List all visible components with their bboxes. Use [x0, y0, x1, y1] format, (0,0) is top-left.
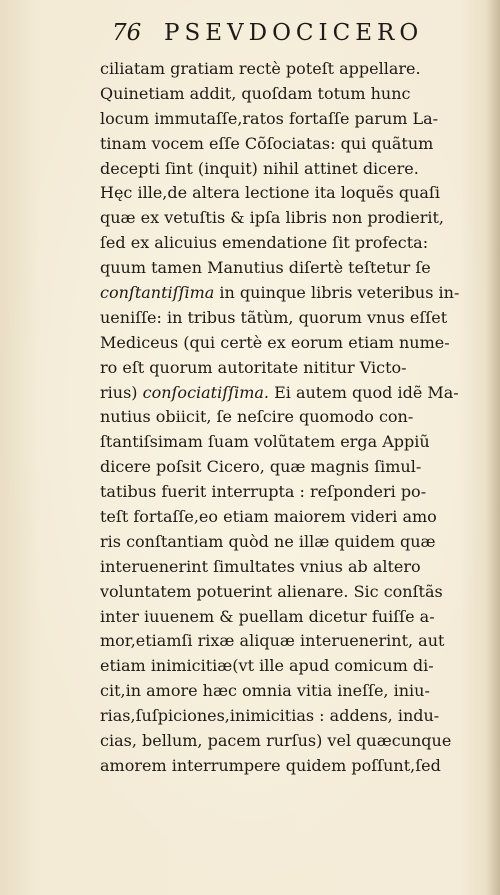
text-line — [100, 629, 500, 654]
line-text: dicere poſsit Cicero, quæ magnis ſimul- — [100, 457, 422, 477]
text-line — [100, 530, 500, 555]
line-text: ro eſt quorum autoritate nititur Victo- — [100, 357, 407, 377]
line-text: in quinque libris veteribus in- — [214, 283, 460, 303]
line-text: ciliatam gratiam rectè poteſt appellare. — [100, 59, 421, 78]
text-line — [100, 430, 500, 455]
text-line — [100, 754, 500, 779]
line-text: cias, bellum, pacem rurſus) vel quæcunque — [100, 731, 452, 751]
text-line — [100, 405, 500, 430]
line-text: inter iuuenem & puellam dicetur fuiſſe a- — [100, 606, 435, 626]
line-text: Mediceus (qui certè ex eorum etiam nume- — [100, 332, 450, 352]
line-text: ueniſſe: in tribus tãtùm, quorum vnus eſſet — [100, 307, 448, 327]
line-text: tatibus fuerit interrupta : reſponderi po- — [100, 482, 427, 502]
line-text: Ei autem quod idẽ Ma- — [268, 382, 459, 402]
text-line — [100, 381, 500, 406]
text-line — [100, 356, 500, 381]
text-line — [100, 281, 500, 306]
line-text: mor,etiamſi rixæ aliquæ interuenerint, aut — [100, 631, 445, 651]
body-text — [100, 57, 500, 779]
text-line — [100, 505, 500, 530]
italic-text: conſtantiſſima — [100, 283, 215, 303]
line-text: ris conſtantiam quòd ne illæ quidem quæ — [100, 531, 436, 551]
line-text: rias,ſuſpiciones,inimicitias : addens, indu- — [100, 706, 440, 726]
text-line — [100, 256, 500, 281]
line-text: cit,in amore hæc omnia vitia ineſſe, iniu- — [100, 681, 430, 701]
text-line — [100, 306, 500, 331]
text-line — [100, 679, 500, 704]
line-text: quum tamen Manutius diſertè teſtetur ſe — [100, 258, 431, 278]
text-line — [100, 82, 500, 107]
line-text: tinam vocem eſſe Cõſociatas: qui quãtum — [100, 133, 434, 153]
text-line — [100, 181, 500, 206]
text-line — [100, 231, 500, 256]
text-line — [100, 455, 500, 480]
text-line — [100, 132, 500, 157]
page-header — [112, 20, 462, 54]
line-text: decepti ſint (inquit) nihil attinet dicere. — [100, 158, 419, 178]
text-line — [100, 480, 500, 505]
text-line — [100, 704, 500, 729]
line-text: locum immutaſſe,ratos fortaſſe parum La- — [100, 108, 439, 128]
line-text: Quinetiam addit, quoſdam totum hunc — [100, 83, 411, 103]
text-line — [100, 580, 500, 605]
line-text: ſed ex alicuius emendatione ſit profecta: — [100, 233, 429, 253]
line-text: rius) — [100, 382, 143, 402]
italic-text: conſociatiſſima. — [142, 382, 269, 402]
running-head: PSEVDOCICERO — [164, 20, 424, 46]
text-line — [100, 206, 500, 231]
line-text: amorem interrumpere quidem poſſunt,ſed — [100, 755, 441, 775]
line-text: voluntatem potuerint alienare. Sic conſtãs — [100, 581, 443, 601]
text-line — [100, 57, 500, 82]
line-text: Hęc ille,de altera lectione ita loquẽs quaſi — [100, 183, 440, 203]
text-line — [100, 729, 500, 754]
text-line — [100, 107, 500, 132]
page-number: 76 — [112, 20, 142, 46]
line-text: etiam inimicitiæ(vt ille apud comicum di- — [100, 656, 434, 676]
line-text: teſt fortaſſe,eo etiam maiorem videri amo — [100, 507, 437, 527]
line-text: quæ ex vetuſtis & ipſa libris non prodierit, — [100, 208, 444, 228]
text-line — [100, 654, 500, 679]
line-text: interuenerint ſimultates vnius ab altero — [100, 556, 421, 576]
text-line — [100, 157, 500, 182]
text-line — [100, 555, 500, 580]
text-line — [100, 331, 500, 356]
line-text: nutius obiicit, ſe neſcire quomodo con- — [100, 407, 414, 427]
line-text: ſtantiſsimam ſuam volũtatem erga Appiũ — [100, 432, 430, 452]
text-line — [100, 605, 500, 630]
